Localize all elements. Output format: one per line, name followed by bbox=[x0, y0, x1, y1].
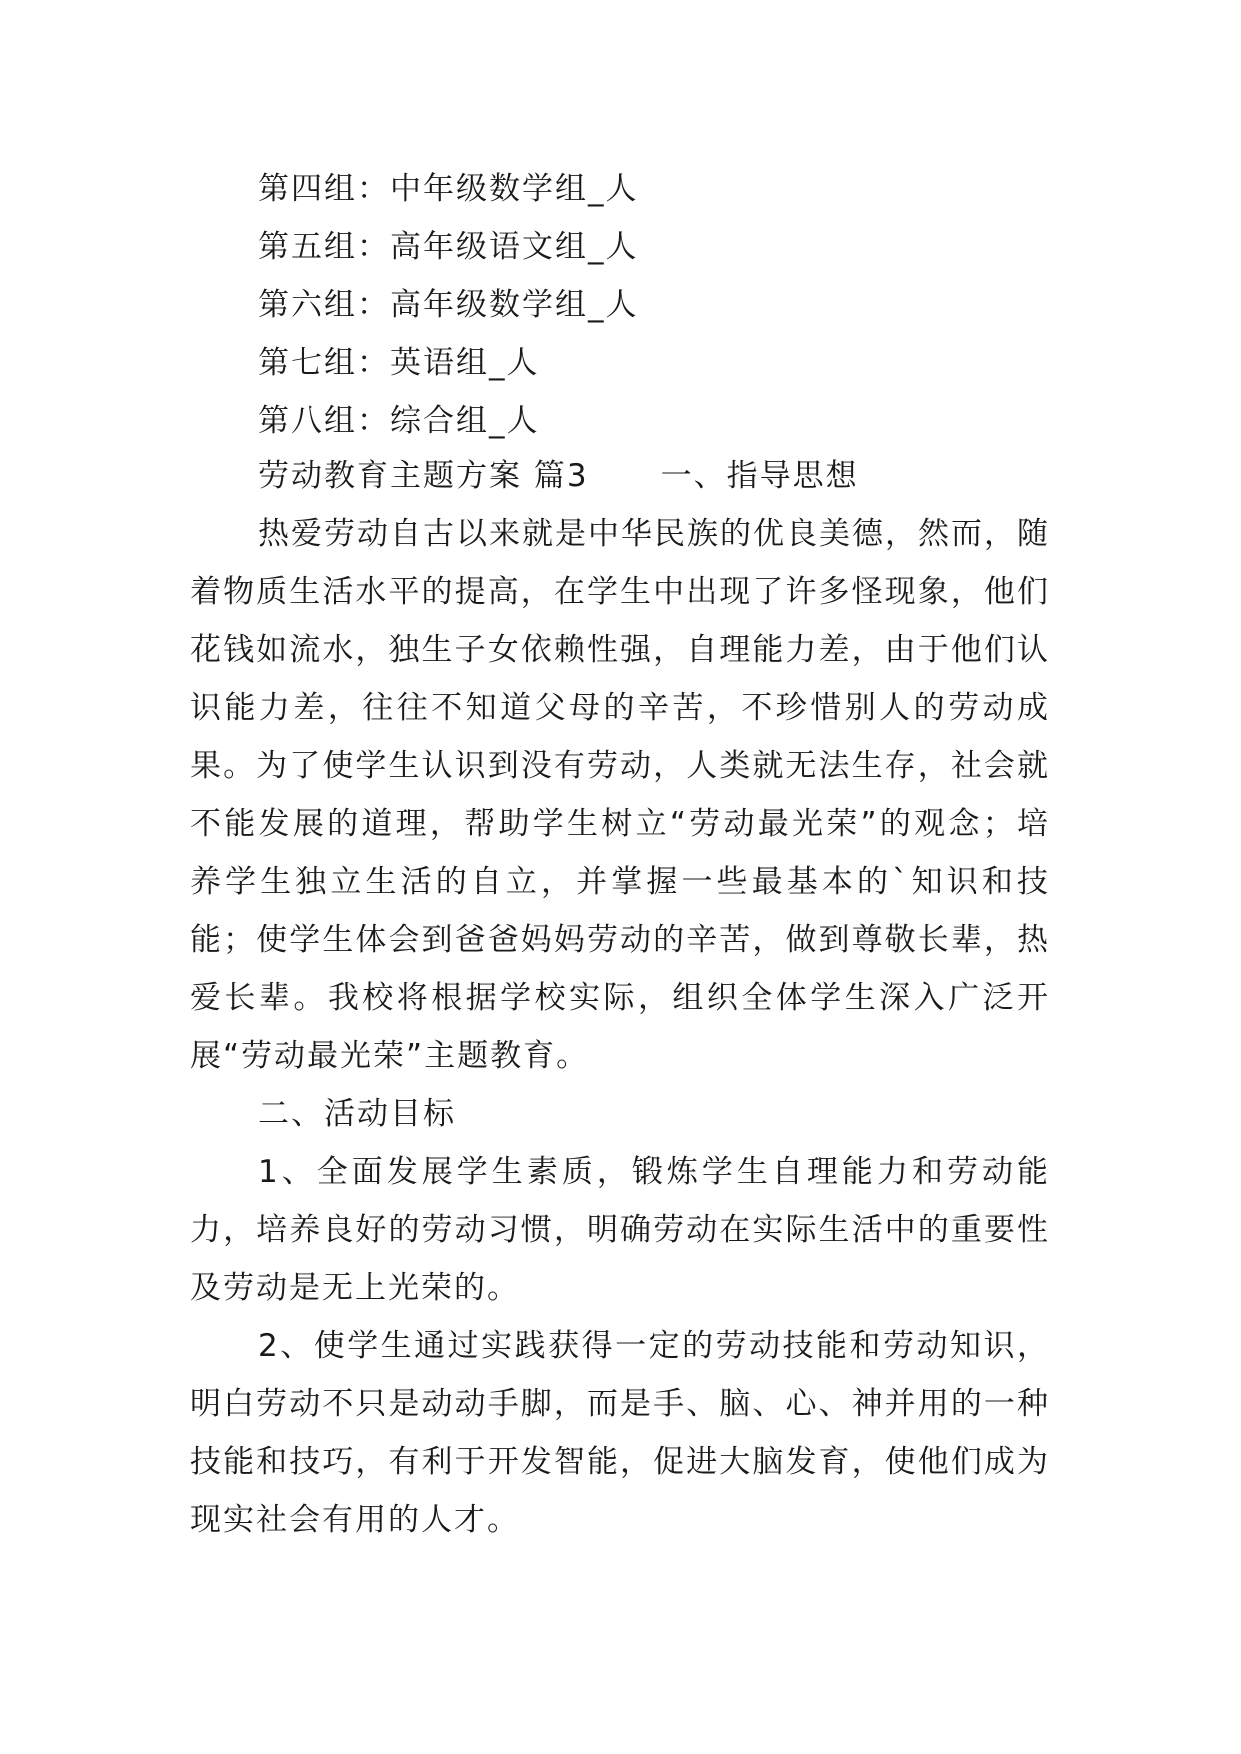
section-heading bbox=[258, 447, 859, 505]
paragraph-goals-heading: 二、活动目标 bbox=[258, 1096, 456, 1132]
paragraph-goal-1: 1、全面发展学生素质，锻炼学生自理能力和劳动能力，培养良好的劳动习惯，明确劳动在实际生活中的重要性及劳动是无上光荣的。 bbox=[190, 1154, 1050, 1306]
section-title: 劳动教育主题方案 篇3 bbox=[258, 458, 589, 494]
group-item-7: 第七组：英语组_人 bbox=[258, 345, 540, 381]
group-item-5: 第五组：高年级语文组_人 bbox=[258, 229, 639, 265]
group-list bbox=[258, 160, 1058, 450]
group-item-8: 第八组：综合组_人 bbox=[258, 403, 540, 439]
section-subheading: 一、指导思想 bbox=[660, 458, 859, 494]
body-text bbox=[190, 505, 1050, 1549]
paragraph-guiding-thought: 热爱劳动自古以来就是中华民族的优良美德，然而，随着物质生活水平的提高，在学生中出现了许多怪现象，他们花钱如流水，独生子女依赖性强，自理能力差，由于他们认识能力差，往往不知道父母的辛苦，不珍惜别人的劳动成果。为了使学生认识到没有劳动，人类就无法生存，社会就不能发展的道理，帮助学生树立“劳动最光荣”的观念；培养学生独立生活的自立，并掌握一些最基本的`知识和技能；使学生体会到爸爸妈妈劳动的辛苦，做到尊敬长辈，热爱长辈。我校将根据学校实际，组织全体学生深入广泛开展“劳动最光荣”主题教育。 bbox=[190, 516, 1050, 1074]
group-item-6: 第六组：高年级数学组_人 bbox=[258, 287, 639, 323]
group-item-4: 第四组：中年级数学组_人 bbox=[258, 171, 639, 207]
paragraph-goal-2: 2、使学生通过实践获得一定的劳动技能和劳动知识，明白劳动不只是动动手脚，而是手、脑、心、神并用的一种技能和技巧，有利于开发智能，促进大脑发育，使他们成为现实社会有用的人才。 bbox=[190, 1328, 1050, 1538]
